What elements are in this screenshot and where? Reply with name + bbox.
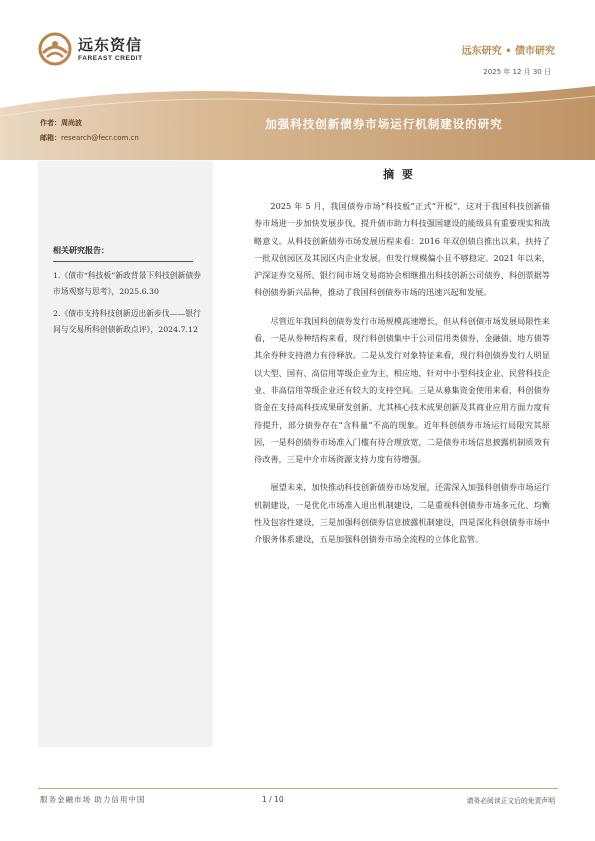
related-reports-divider — [53, 261, 193, 262]
company-logo — [38, 32, 143, 66]
related-report-item[interactable]: 2.《债市支持科技创新迈出新步伐——银行间与交易所科创债新政点评》，2024.7.12 — [53, 309, 201, 334]
related-report-item[interactable]: 1.《债市“科技板”新政背景下科技创新债券市场观察与思考》，2025.6.30 — [53, 271, 201, 296]
sidebar — [38, 161, 213, 747]
footer-disclaimer: 请务必阅读正文后的免责声明 — [466, 797, 555, 805]
footer-slogan: 服务金融市场 助力信用中国 — [40, 795, 146, 804]
abstract-paragraph: 尽管近年我国科创债券发行市场规模高速增长，但从科创债市场发展局限性来看，一是从券种结构来看，现行科创债集中于公司信用类债券，金融债、地方债等其余券种支持潜力有待释放。二是从发行对象特征来看，现行科创债券发行人明显以大型、国有、高信用等级企业为主，相应地，针对中小型科技企业、民营科技企业、非高信用等级企业还有较大的支持空间。三是从募集资金使用来看，科创债券资金在支持高科技成果研发创新、尤其核心技术成果创新及其商业应用方面力度有待提升，部分债券存在“含科量”不高的现象。近年科创债券市场运行局限究其原因，一是科创债券市场准入门槛有待合理放宽，二是债券市场信息披露机制质效有待改善，三是中介市场资源支持力度有待增强。 — [254, 315, 550, 465]
abstract-paragraph: 2025 年 5 月，我国债券市场“科技板”正式“开板”，这对于我国科技创新债券市场进一步加快发展步伐，提升债市助力科技强国建设的能级具有重要现实和战略意义。从科技创新债券市场发展历程来看：2016 年双创债自推出以来，扶持了一批双创园区及其园区内企业发展，但发行规模偏小且不够稳定。2021 年以来，沪深证券交易所、银行间市场交易商协会相继推出科技创新公司债券、科创票据等科创债券新兴品种，推动了我国科创债券市场的迅速兴起和发展。 — [254, 201, 550, 298]
author-email[interactable]: research@fecr.com.cn — [61, 134, 139, 142]
report-series: 远东研究 • 债市研究 — [461, 46, 555, 57]
author-info — [40, 116, 139, 146]
page-number: 1 / 10 — [262, 795, 284, 804]
author-label: 作者： — [40, 119, 61, 127]
logo-english-name: FAREAST CREDIT — [78, 54, 143, 62]
abstract-title: 摘 要 — [383, 168, 415, 181]
report-date: 2025 年 12 月 30 日 — [483, 68, 551, 76]
report-title: 加强科技创新债券市场运行机制建设的研究 — [265, 117, 503, 131]
logo-mark-icon — [38, 32, 72, 66]
related-reports-title: 相关研究报告： — [53, 246, 109, 255]
footer-divider — [38, 788, 558, 789]
email-label: 邮箱： — [40, 134, 61, 142]
author-name: 周尚波 — [61, 119, 82, 127]
abstract-body — [254, 198, 550, 560]
related-reports-list — [53, 268, 203, 344]
logo-chinese-name: 远东资信 — [78, 35, 143, 54]
abstract-paragraph: 展望未来，加快推动科技创新债券市场发展，还需深入加强科创债券市场运行机制建设，一是优化市场准入退出机制建设，二是重视科创债券市场多元化、均衡性及包容性建设，三是加强科创债券信息披露机制建设，四是深化科创债券市场中介服务体系建设，五是加强科创债券市场全流程的立体化监管。 — [254, 482, 550, 545]
page-header — [0, 0, 595, 90]
